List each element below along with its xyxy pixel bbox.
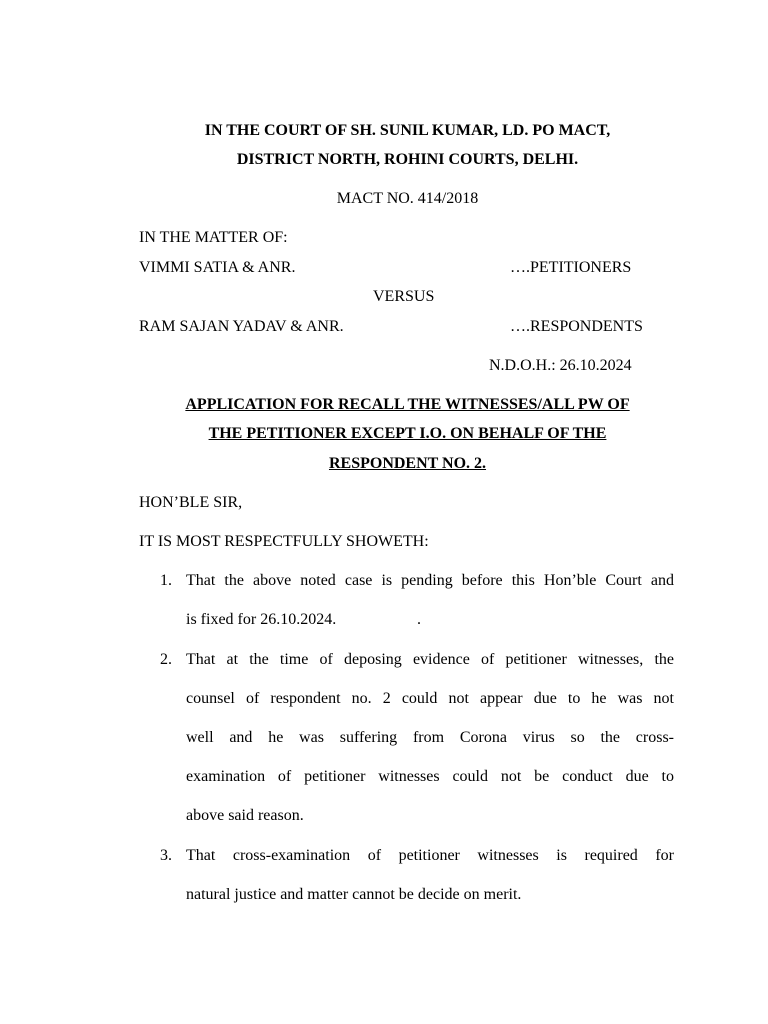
next-date-of-hearing: N.D.O.H.: 26.10.2024: [489, 357, 632, 374]
paragraph-3-line: That cross-examination of petitioner witnesses is required for: [186, 847, 674, 864]
respondent-role: ….RESPONDENTS: [510, 318, 643, 335]
paragraph-1-line: That the above noted case is pending before this Hon’ble Court and: [186, 572, 674, 589]
paragraph-2-line: counsel of respondent no. 2 could not appear due to he was not: [186, 690, 674, 707]
paragraph-1-number: 1.: [160, 572, 172, 589]
petitioner-name: VIMMI SATIA & ANR.: [139, 259, 296, 276]
application-title-line3: RESPONDENT NO. 2.: [328, 455, 487, 472]
versus-label: VERSUS: [373, 288, 435, 305]
respondent-name: RAM SAJAN YADAV & ANR.: [139, 318, 344, 335]
paragraph-2-number: 2.: [160, 651, 172, 668]
paragraph-1-stray-dot: .: [417, 611, 421, 628]
petitioner-role: ….PETITIONERS: [510, 259, 632, 276]
application-title-line1: APPLICATION FOR RECALL THE WITNESSES/ALL PW OF: [185, 396, 630, 413]
paragraph-3-number: 3.: [160, 847, 172, 864]
court-heading-line1: IN THE COURT OF SH. SUNIL KUMAR, LD. PO MACT,: [204, 122, 611, 139]
paragraph-2-line: well and he was suffering from Corona virus so the cross-: [186, 729, 674, 746]
case-number: MACT NO. 414/2018: [336, 190, 479, 207]
paragraph-2-line: examination of petitioner witnesses could not be conduct due to: [186, 768, 674, 785]
matter-of-label: IN THE MATTER OF:: [139, 229, 288, 246]
court-heading-line2: DISTRICT NORTH, ROHINI COURTS, DELHI.: [236, 151, 579, 168]
application-title-line2: THE PETITIONER EXCEPT I.O. ON BEHALF OF THE: [208, 425, 607, 442]
paragraph-2-line: That at the time of deposing evidence of petitioner witnesses, the: [186, 651, 674, 668]
showeth-line: IT IS MOST RESPECTFULLY SHOWETH:: [139, 533, 429, 550]
paragraph-2-line: above said reason.: [186, 807, 304, 824]
salutation: HON’BLE SIR,: [139, 494, 243, 511]
paragraph-1-line: is fixed for 26.10.2024.: [186, 611, 337, 628]
paragraph-3-line: natural justice and matter cannot be decide on merit.: [186, 886, 522, 903]
